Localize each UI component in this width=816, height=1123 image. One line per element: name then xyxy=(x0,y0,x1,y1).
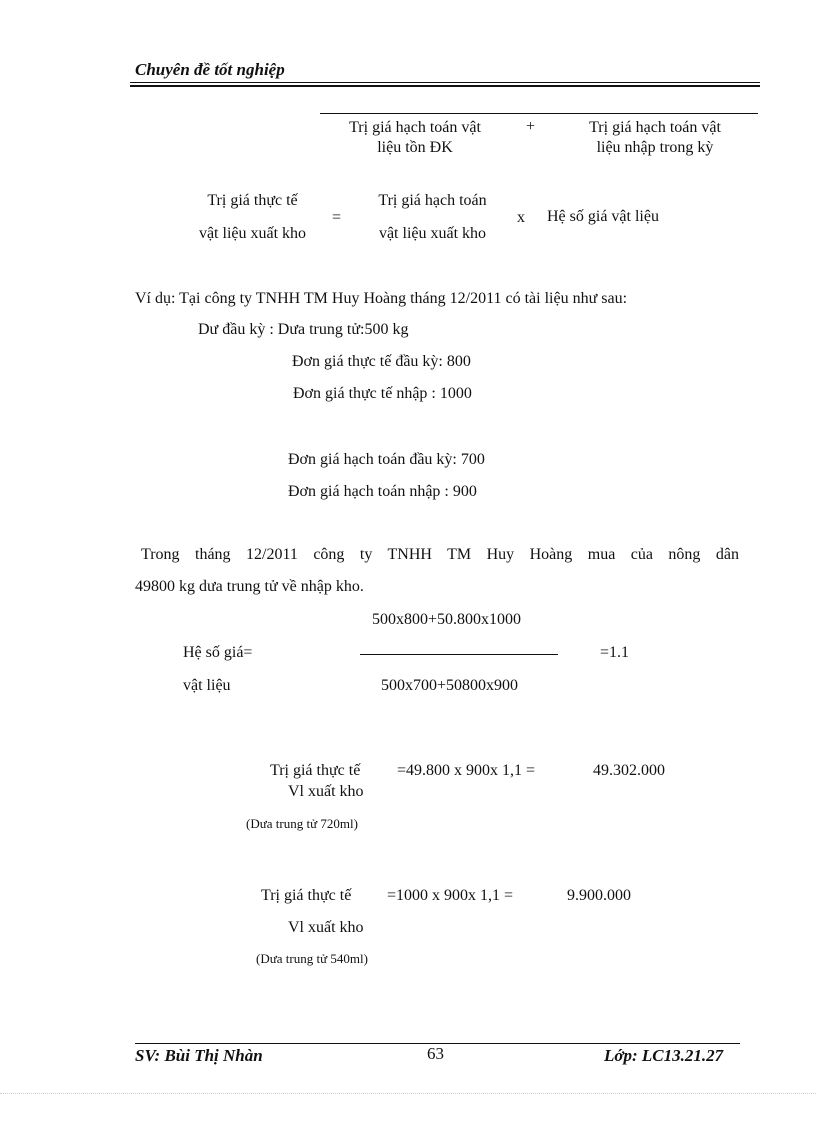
numerator-right-line1: Trị giá hạch toán vật xyxy=(589,119,721,136)
calc2-expression: =1000 x 900x 1,1 = xyxy=(387,887,514,904)
calc2-label: Trị giá thực tế xyxy=(261,887,352,904)
calc1-label-line2: Vl xuất kho xyxy=(288,783,364,800)
coef-result: =1.1 xyxy=(600,644,630,661)
calc2-label-line2: Vl xuất kho xyxy=(288,919,364,936)
plan-price-opening: Đơn giá hạch toán đầu kỳ: 700 xyxy=(288,451,485,468)
numerator-left xyxy=(330,118,500,158)
calc1-expression: =49.800 x 900x 1,1 = xyxy=(397,762,536,779)
header-rule-top xyxy=(130,82,760,83)
numerator-left-line1: Trị giá hạch toán vật xyxy=(349,119,481,136)
coef-numerator: 500x800+50.800x1000 xyxy=(372,611,522,628)
calc1-note: (Dưa trung tử 720ml) xyxy=(246,816,358,831)
coef-label-line2: vật liệu xyxy=(183,677,231,694)
plus-sign: + xyxy=(526,118,536,135)
mid-line1: Trị giá hạch toán xyxy=(378,192,487,209)
calc1-label: Trị giá thực tế xyxy=(270,762,361,779)
footer-class: Lớp: LC13.21.27 xyxy=(604,1046,724,1065)
lhs-line2: vật liệu xuất kho xyxy=(198,225,307,242)
header-rule-bottom xyxy=(130,85,760,87)
plan-price-in: Đơn giá hạch toán nhập : 900 xyxy=(288,483,477,500)
coef-fraction-line xyxy=(360,654,558,655)
numerator-right-line2: liệu nhập trong kỳ xyxy=(596,139,714,156)
example-intro: Ví dụ: Tại công ty TNHH TM Huy Hoàng tháng 12/2011 có tài liệu như sau: xyxy=(135,290,628,307)
mid-line2: vật liệu xuất kho xyxy=(378,225,487,242)
opening-balance: Dư đầu kỳ : Dưa trung tử:500 kg xyxy=(198,321,409,338)
fraction-line xyxy=(320,113,758,114)
coef-label-line1: Hệ số giá= xyxy=(183,644,253,661)
purchase-line2: 49800 kg dưa trung tử về nhập kho. xyxy=(135,578,364,595)
actual-price-in: Đơn giá thực tế nhập : 1000 xyxy=(293,385,472,402)
header-title: Chuyên đề tốt nghiệp xyxy=(135,60,285,79)
footer-student: SV: Bùi Thị Nhàn xyxy=(135,1046,263,1065)
actual-price-opening: Đơn giá thực tế đầu kỳ: 800 xyxy=(292,353,471,370)
page-bottom-edge xyxy=(0,1093,816,1094)
calc1-value: 49.302.000 xyxy=(593,762,665,779)
numerator-left-line2: liệu tồn ĐK xyxy=(377,139,453,156)
purchase-line1: Trong tháng 12/2011 công ty TNHH TM Huy Hoàng mua của nông dân xyxy=(141,546,739,563)
equals-sign: = xyxy=(332,209,342,226)
coef-denominator: 500x700+50800x900 xyxy=(381,677,519,694)
coefficient-label: Hệ số giá vật liệu xyxy=(547,208,659,225)
calc2-note: (Dưa trung tử 540ml) xyxy=(256,951,368,966)
numerator-right xyxy=(570,118,740,158)
calc2-value: 9.900.000 xyxy=(567,887,631,904)
footer-page-number: 63 xyxy=(427,1044,444,1063)
lhs-line1: Trị giá thực tế xyxy=(207,192,298,209)
times-sign: x xyxy=(517,209,525,226)
